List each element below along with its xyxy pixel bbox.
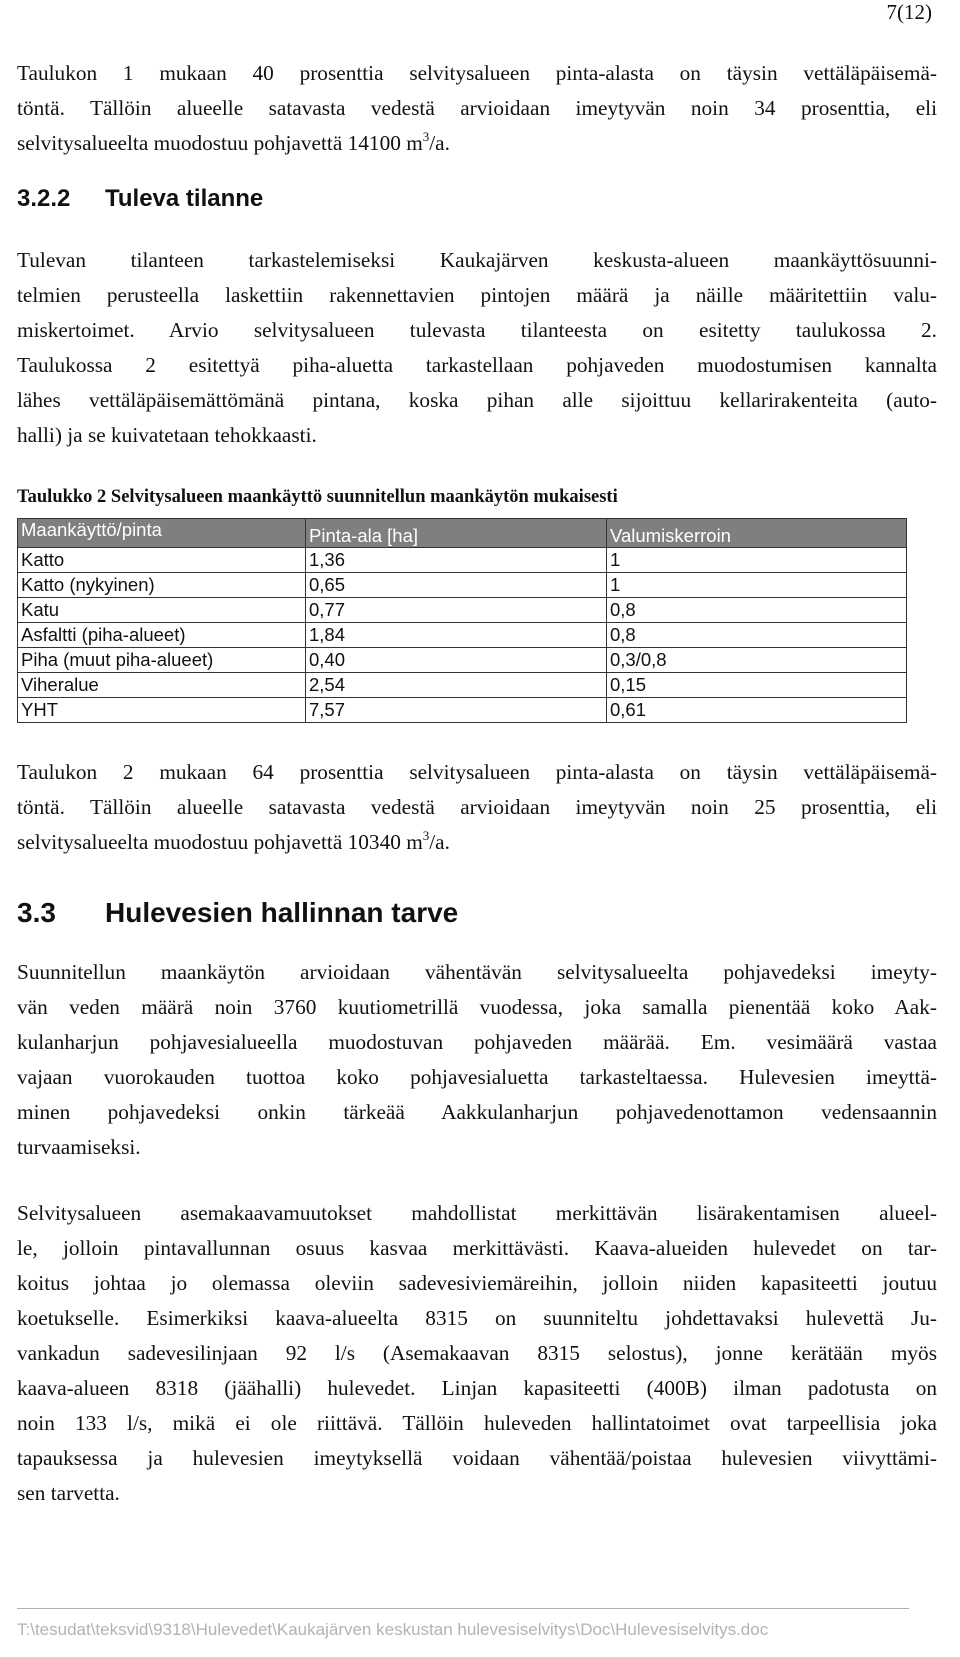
table-cell: Viheralue	[18, 673, 306, 698]
table-cell: 0,3/0,8	[607, 648, 907, 673]
text-line: miskertoimet. Arvio selvitysalueen tulevasta tilanteesta on esitetty taulukossa 2.	[17, 318, 937, 342]
text-line: vän veden määrä noin 3760 kuutiometrillä vuodessa, joka samalla pienentää koko Aak-	[17, 995, 937, 1019]
text-line	[17, 825, 937, 860]
column-header-runoff-coefficient: Valumiskerroin	[607, 519, 907, 548]
column-header-land-use: Maankäyttö/pinta	[18, 519, 306, 548]
table-cell: 0,15	[607, 673, 907, 698]
section-number: 3.2.2	[17, 185, 71, 212]
text-line: Taulukon 2 mukaan 64 prosenttia selvitysalueen pinta-alasta on täysin vettäläpäisemä-	[17, 760, 937, 784]
paragraph-current-situation-summary	[17, 56, 937, 161]
text-line: koitus johtaa jo olemassa oleviin sadevesiviemäreihin, jolloin niiden kapasiteetti joutuu	[17, 1271, 937, 1295]
text-line: minen pohjavedeksi onkin tärkeää Aakkulanharjun pohjavedenottamon vedensaannin	[17, 1100, 937, 1124]
section-heading-3-2-2	[17, 185, 263, 213]
paragraph-future-situation-summary	[17, 755, 937, 860]
table-cell: 1,84	[306, 623, 607, 648]
text-line: sen tarvetta.	[17, 1481, 120, 1505]
text-line: töntä. Tällöin alueelle satavasta vedestä arvioidaan imeytyvän noin 34 prosenttia, eli	[17, 96, 937, 120]
table-cell: Asfaltti (piha-alueet)	[18, 623, 306, 648]
table-cell: 0,40	[306, 648, 607, 673]
table-row	[18, 548, 907, 573]
text-line: tapauksessa ja hulevesien imeytyksellä voidaan vähentää/poistaa hulevesien viivyttämi-	[17, 1446, 937, 1470]
text-line: Taulukon 1 mukaan 40 prosenttia selvitysalueen pinta-alasta on täysin vettäläpäisemä-	[17, 61, 937, 85]
text-line: vankadun sadevesilinjaan 92 l/s (Asemakaavan 8315 selostus), jonne kerätään myös	[17, 1341, 937, 1365]
text-fragment: selvitysalueelta muodostuu pohjavettä 10340 m	[17, 830, 423, 854]
table-row-total	[18, 698, 907, 723]
text-line: noin 133 l/s, mikä ei ole riittävä. Tällöin huleveden hallintatoimet ovat tarpeellisia joka	[17, 1411, 937, 1435]
table-row	[18, 598, 907, 623]
table-cell: 0,65	[306, 573, 607, 598]
text-line: le, jolloin pintavallunnan osuus kasvaa merkittävästi. Kaava-alueiden hulevedet on tar-	[17, 1236, 937, 1260]
text-line: kulanharjun pohjavesialueella muodostuvan pohjaveden määrää. Em. vesimäärä vastaa	[17, 1030, 937, 1054]
text-line: lähes vettäläpäisemättömänä pintana, koska pihan alle sijoittuu kellarirakenteita (auto-	[17, 388, 937, 412]
text-line: Selvitysalueen asemakaavamuutokset mahdollistat merkittävän lisärakentamisen alueel-	[17, 1201, 937, 1225]
page-number: 7(12)	[886, 0, 932, 24]
table-cell: 1	[607, 548, 907, 573]
footer-file-path: T:\tesudat\teksvid\9318\Hulevedet\Kaukajärven keskustan hulevesiselvitys\Doc\Hulevesiselvitys.doc	[17, 1620, 769, 1639]
text-line: kaava-alueen 8318 (jäähalli) hulevedet. Linjan kapasiteetti (400B) ilman padotusta on	[17, 1376, 937, 1400]
text-line: Suunnitellun maankäytön arvioidaan vähentävän selvitysalueelta pohjavedeksi imeyty-	[17, 960, 937, 984]
superscript: 3	[422, 129, 430, 144]
footer-divider	[17, 1608, 909, 1609]
text-line: telmien perusteella laskettiin rakennettavien pintojen määrä ja näille määritettiin valu-	[17, 283, 937, 307]
table-cell: Katto (nykyinen)	[18, 573, 306, 598]
text-line: koetukselle. Esimerkiksi kaava-alueelta 8315 on suunniteltu johdettavaksi hulevettä Ju-	[17, 1306, 937, 1330]
table-row	[18, 623, 907, 648]
text-fragment: selvitysalueelta muodostuu pohjavettä 14100 m	[17, 131, 423, 155]
table-row	[18, 573, 907, 598]
table-header-row	[18, 519, 907, 548]
section-heading-3-3	[17, 897, 458, 929]
text-fragment: /a.	[429, 830, 450, 854]
table-cell: Katto	[18, 548, 306, 573]
text-line: Taulukossa 2 esitettyä piha-aluetta tarkastellaan pohjaveden muodostumisen kannalta	[17, 353, 937, 377]
text-line: vajaan vuorokauden tuottoa koko pohjavesialuetta tarkasteltaessa. Hulevesien imeyttä-	[17, 1065, 937, 1089]
text-line: halli) ja se kuivatetaan tehokkaasti.	[17, 423, 317, 447]
paragraph-zoning-changes	[17, 1196, 937, 1511]
table-row	[18, 673, 907, 698]
land-use-table	[17, 518, 907, 723]
table-cell: 1,36	[306, 548, 607, 573]
table-cell: 1	[607, 573, 907, 598]
paragraph-future-situation	[17, 243, 937, 453]
section-title: Hulevesien hallinnan tarve	[105, 897, 459, 928]
table-row	[18, 648, 907, 673]
table-caption: Taulukko 2 Selvitysalueen maankäyttö suunnitellun maankäytön mukaisesti	[17, 487, 618, 507]
table-cell: 2,54	[306, 673, 607, 698]
table-cell: 0,8	[607, 623, 907, 648]
table-cell: YHT	[18, 698, 306, 723]
superscript: 3	[422, 828, 430, 843]
text-fragment: /a.	[429, 131, 450, 155]
paragraph-stormwater-need	[17, 955, 937, 1165]
section-number: 3.3	[17, 897, 56, 928]
text-line: Tulevan tilanteen tarkastelemiseksi Kaukajärven keskusta-alueen maankäyttösuunni-	[17, 248, 937, 272]
text-line: turvaamiseksi.	[17, 1135, 141, 1159]
text-line: töntä. Tällöin alueelle satavasta vedestä arvioidaan imeytyvän noin 25 prosenttia, eli	[17, 795, 937, 819]
table-cell: 0,77	[306, 598, 607, 623]
column-header-area: Pinta-ala [ha]	[306, 519, 607, 548]
section-title: Tuleva tilanne	[105, 185, 264, 212]
table-cell: 0,61	[607, 698, 907, 723]
text-line	[17, 126, 937, 161]
table-cell: Katu	[18, 598, 306, 623]
table-cell: 0,8	[607, 598, 907, 623]
table-cell: Piha (muut piha-alueet)	[18, 648, 306, 673]
table-cell: 7,57	[306, 698, 607, 723]
